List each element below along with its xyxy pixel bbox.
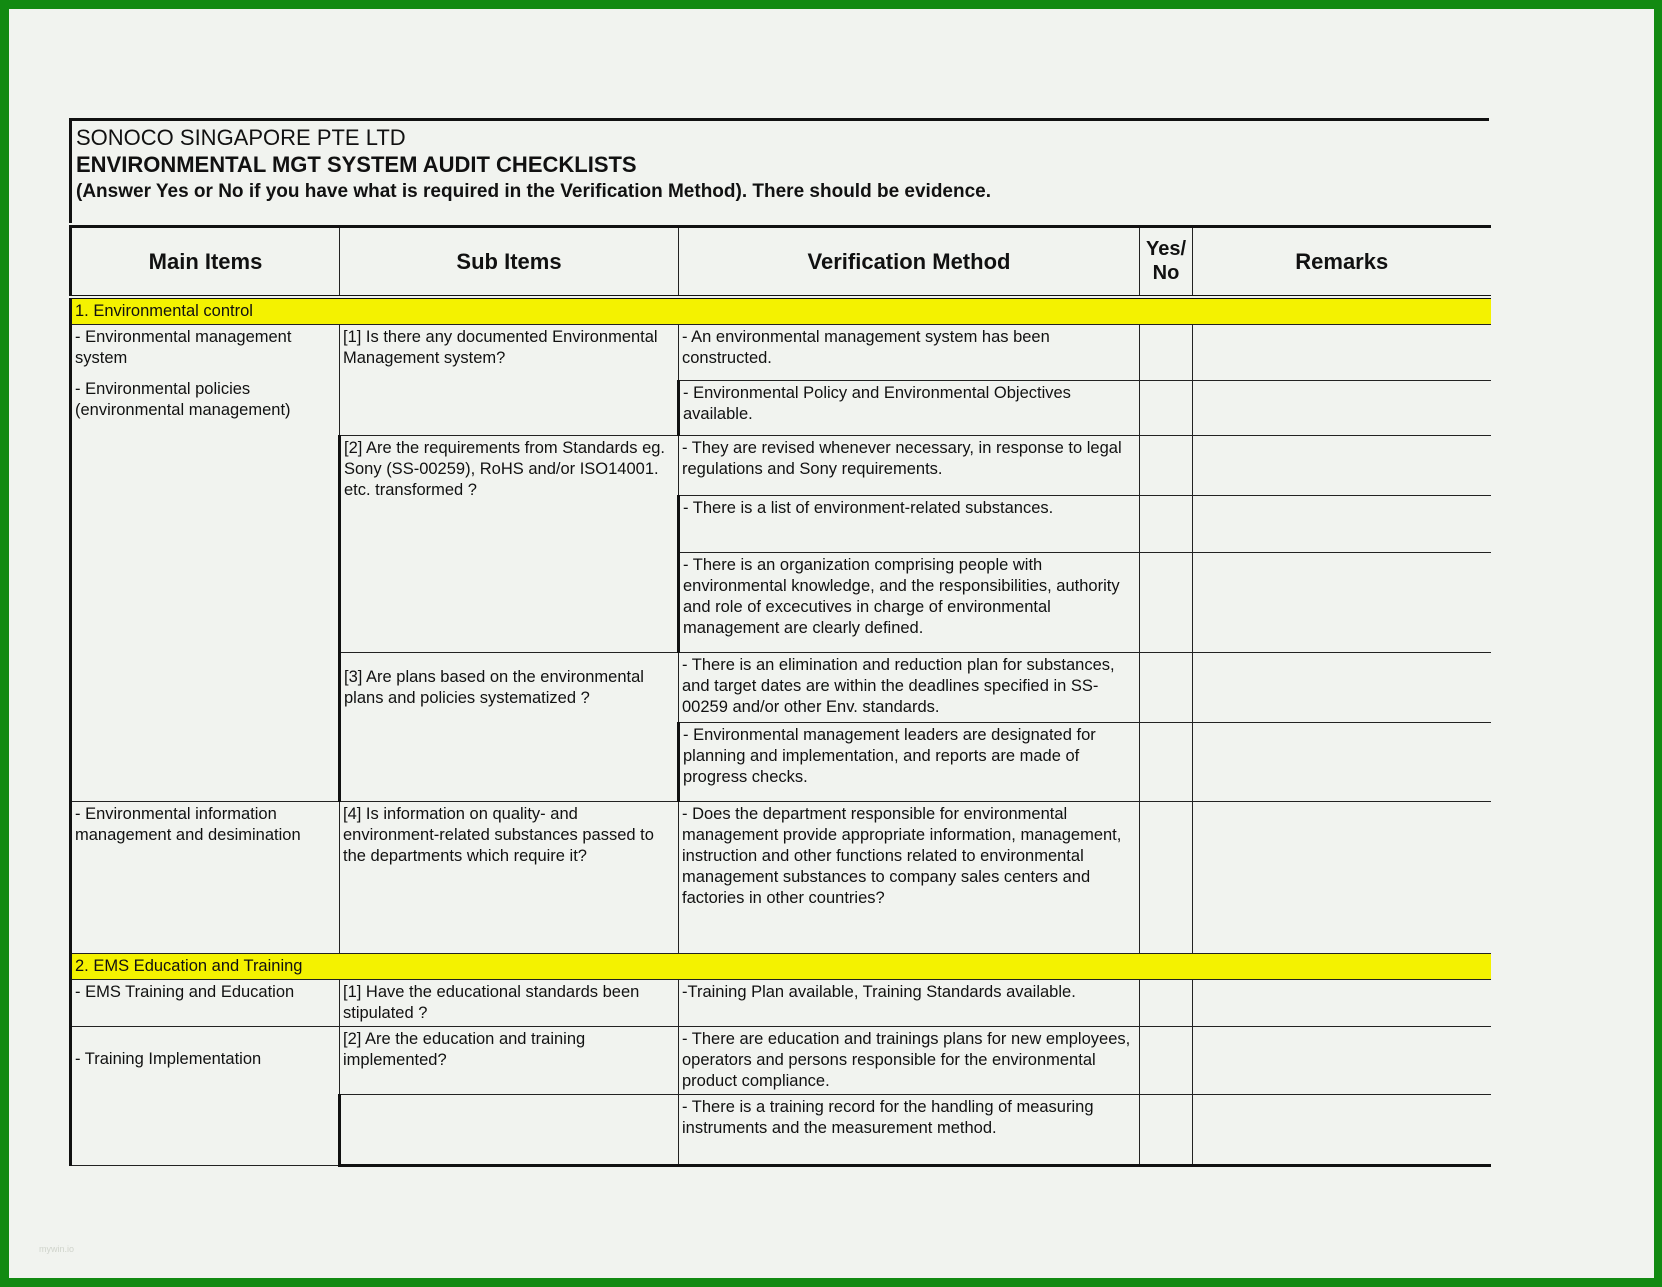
main-item-environmental-policies: - Environmental policies (environmental management) (75, 379, 291, 419)
sub-item-4: [4] Is information on quality- and environment-related substances passed to the departments which require it? (340, 801, 679, 953)
remarks-cell[interactable] (1193, 552, 1491, 652)
sheet-header (69, 118, 1489, 223)
remarks-cell[interactable] (1193, 495, 1491, 552)
yes-no-cell[interactable] (1140, 1094, 1193, 1165)
remarks-cell[interactable] (1193, 1094, 1491, 1165)
col-header-main-items: Main Items (71, 227, 340, 297)
yes-no-cell[interactable] (1140, 380, 1193, 435)
remarks-cell[interactable] (1193, 801, 1491, 953)
watermark-text: mywin.io (39, 1244, 75, 1254)
verification-method: - Environmental Policy and Environmental Objectives available. (679, 380, 1140, 435)
section-row (71, 953, 1491, 979)
verification-method: - There are education and trainings plans for new employees, operators and persons responsible for the environmental product compliance. (679, 1026, 1140, 1094)
verification-method: - There is an organization comprising people with environmental knowledge, and the responsibilities, authority and role of excecutives in charge of environmental management are clearly defined. (679, 552, 1140, 652)
table-row (71, 324, 1491, 380)
yes-no-cell[interactable] (1140, 652, 1193, 722)
yes-no-cell[interactable] (1140, 1026, 1193, 1094)
main-item-training-implementation: - Training Implementation (71, 1026, 340, 1165)
verification-method: - There is a training record for the handling of measuring instruments and the measurement method. (679, 1094, 1140, 1165)
document-instructions: (Answer Yes or No if you have what is required in the Verification Method). There should be evidence. (76, 181, 992, 202)
section-title-environmental-control: 1. Environmental control (71, 297, 1491, 325)
main-item-cell (71, 324, 340, 801)
remarks-cell[interactable] (1193, 979, 1491, 1026)
sub-item-2: [2] Are the requirements from Standards eg. Sony (SS-00259), RoHS and/or ISO14001. etc. transformed ? (340, 435, 679, 652)
table-row (71, 1026, 1491, 1094)
verification-method: - Environmental management leaders are designated for planning and implementation, and reports are made of progress checks. (679, 722, 1140, 801)
section-title-ems-education-training: 2. EMS Education and Training (71, 953, 1491, 979)
section-row (71, 297, 1491, 325)
yes-no-cell[interactable] (1140, 435, 1193, 495)
col-header-yes-no: Yes/ No (1140, 227, 1193, 297)
remarks-cell[interactable] (1193, 380, 1491, 435)
remarks-cell[interactable] (1193, 652, 1491, 722)
remarks-cell[interactable] (1193, 324, 1491, 380)
yes-no-cell[interactable] (1140, 801, 1193, 953)
col-header-sub-items: Sub Items (340, 227, 679, 297)
sub-item-empty (340, 1094, 679, 1165)
main-item-environmental-information: - Environmental information management and desimination (71, 801, 340, 953)
audit-checklist-sheet (69, 118, 1489, 1158)
yes-no-cell[interactable] (1140, 722, 1193, 801)
main-item-ems-training: - EMS Training and Education (71, 979, 340, 1026)
verification-method: -Training Plan available, Training Standards available. (679, 979, 1140, 1026)
checklist-table (69, 225, 1491, 1167)
sub-item-1: [1] Is there any documented Environmental Management system? (340, 324, 679, 435)
main-item-environmental-management-system: - Environmental management system (75, 327, 292, 367)
table-row (71, 801, 1491, 953)
column-header-row (71, 227, 1491, 297)
yes-no-cell[interactable] (1140, 324, 1193, 380)
remarks-cell[interactable] (1193, 722, 1491, 801)
verification-method: - There is a list of environment-related substances. (679, 495, 1140, 552)
remarks-cell[interactable] (1193, 1026, 1491, 1094)
yes-no-cell[interactable] (1140, 979, 1193, 1026)
spreadsheet-page (9, 9, 1654, 1278)
sub-item-2: [2] Are the education and training implemented? (340, 1026, 679, 1094)
verification-method: - Does the department responsible for environmental management provide appropriate information, management, instruction and other functions related to environmental management substances to company sales centers and factories in other countries? (679, 801, 1140, 953)
document-title: ENVIRONMENTAL MGT SYSTEM AUDIT CHECKLISTS (76, 152, 637, 177)
remarks-cell[interactable] (1193, 435, 1491, 495)
verification-method: - There is an elimination and reduction plan for substances, and target dates are within the deadlines specified in SS-00259 and/or other Env. standards. (679, 652, 1140, 722)
yes-no-cell[interactable] (1140, 552, 1193, 652)
verification-method: - An environmental management system has been constructed. (679, 324, 1140, 380)
sub-item-3: [3] Are plans based on the environmental plans and policies systematized ? (340, 652, 679, 801)
company-name: SONOCO SINGAPORE PTE LTD (76, 125, 406, 150)
col-header-verification-method: Verification Method (679, 227, 1140, 297)
verification-method: - They are revised whenever necessary, in response to legal regulations and Sony requirements. (679, 435, 1140, 495)
col-header-remarks: Remarks (1193, 227, 1491, 297)
table-row (71, 979, 1491, 1026)
yes-no-cell[interactable] (1140, 495, 1193, 552)
sub-item-1: [1] Have the educational standards been stipulated ? (340, 979, 679, 1026)
